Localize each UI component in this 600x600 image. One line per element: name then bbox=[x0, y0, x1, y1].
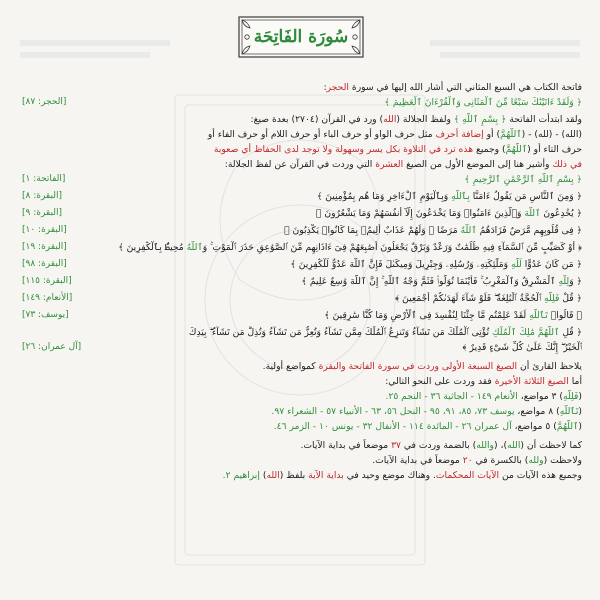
text-line bbox=[22, 258, 582, 272]
text-line bbox=[22, 309, 582, 323]
text-segment: يوسف ٧٣، ٨٥، ٩١، ٩٥ - النحل ٥٦، ٦٣ - الأنبياء ٥٧ - الشعراء ٩٧. bbox=[271, 406, 515, 417]
text-segment: الله bbox=[507, 440, 521, 451]
text-segment: ) ٣ مواضع، bbox=[517, 391, 563, 402]
text-segment: مُحِيطٌۢ بِٱلْكَٰفِرِينَ ﴾ bbox=[118, 242, 187, 253]
text-line bbox=[22, 224, 582, 238]
text-segment: ولقد ابتدأت الفاتحة bbox=[506, 114, 582, 125]
text-segment: ٱلْحُجَّةُ ٱلْبَٰلِغَةُ ۖ فَلَوْ شَآءَ لَهَدَىٰكُمْ أَجْمَعِينَ ﴾ bbox=[395, 293, 545, 304]
text-segment: ( bbox=[578, 406, 582, 417]
text-segment: (الله) - (لله) - ( bbox=[521, 129, 582, 140]
text-segment: فقد وردت على النحو التالي: bbox=[385, 376, 495, 387]
text-segment: وَٱلَّذِينَ ءَامَنُوا۟ وَمَا يَخْدَعُونَ إِلَّآ أَنفُسَهُمْ وَمَا يَشْعُرُونَ ﴾ bbox=[315, 208, 525, 219]
text-segment: الأنعام ١٤٩ - الجاثية ٣٦ - النجم ٢٥. bbox=[385, 391, 518, 402]
text-line bbox=[22, 96, 582, 110]
text-line bbox=[22, 341, 582, 355]
text-line bbox=[22, 420, 582, 434]
text-segment: الصيغ الثلاثة الأخيرة bbox=[494, 376, 569, 387]
verse-reference: [البقرة: ٩٨] bbox=[22, 259, 67, 269]
text-segment: حرف التاء أو ( bbox=[527, 144, 582, 155]
text-segment: يلاحظ القارئ أن bbox=[517, 361, 582, 372]
text-segment: ﴿ قُلْ bbox=[559, 293, 582, 304]
text-segment: والله bbox=[476, 440, 494, 451]
text-segment: ( bbox=[578, 391, 582, 402]
text-segment: لِّلَّهِ bbox=[511, 259, 522, 270]
text-line bbox=[22, 292, 582, 306]
text-segment: بلفظ ( bbox=[279, 470, 309, 481]
verse-reference: [البقرة: ٨] bbox=[22, 191, 62, 201]
surah-title: سُورَة الفَاتِحَة bbox=[253, 27, 349, 47]
text-body bbox=[22, 76, 582, 596]
text-segment: في ذلك bbox=[552, 159, 582, 170]
text-segment: : bbox=[323, 82, 327, 93]
text-segment: ولله bbox=[528, 455, 544, 466]
text-segment: بداية الآية bbox=[308, 470, 344, 481]
text-segment: كمواضع أولية. bbox=[262, 361, 319, 372]
text-segment: ﴿ وَ bbox=[569, 276, 582, 287]
text-segment: لَقَدْ عَلِمْتُم مَّا جِئْنَا لِنُفْسِدَ فِى ٱلْأَرْضِ وَمَا كُنَّا سَٰرِقِينَ ﴾ bbox=[324, 310, 530, 321]
text-segment: وجميع هذه الآيات من bbox=[499, 470, 582, 481]
text-segment: فاتحة الكتاب هي السبع المثاني التي أشار الله إليها في سورة bbox=[348, 82, 582, 93]
text-segment: ﴿ فِى قُلُوبِهِم مَّرَضٌ فَزَادَهُمُ bbox=[476, 225, 582, 236]
text-segment: ﴿ بِسْمِ ٱللَّهِ ٱلرَّحْمَٰنِ ٱلرَّحِيمِ ﴾ bbox=[464, 174, 582, 185]
text-segment: ﴿ يُخَٰدِعُونَ bbox=[540, 208, 582, 219]
text-segment: ﴿ قُلِ bbox=[559, 327, 582, 338]
text-line bbox=[22, 128, 582, 142]
text-segment: ﴿ وَمِنَ ٱلنَّاسِ مَن يَقُولُ ءَامَنَّا bbox=[469, 191, 582, 202]
text-segment: مثل حرف الواو أو حرف الباء أو حرف اللام أو حرف الفاء أو bbox=[207, 129, 436, 140]
text-line bbox=[22, 241, 582, 255]
text-segment: ٢٠ bbox=[462, 455, 473, 466]
verse-reference: [البقرة: ١١٥] bbox=[22, 276, 72, 286]
text-segment: هذه ترد في التلاوة بكل يسر وسهولة ولا توجد لدى الحفاظ أي صعوبة bbox=[213, 144, 474, 155]
text-segment: ٱللَّهُمَّ bbox=[505, 144, 528, 155]
text-segment: لِلَّهِ bbox=[558, 276, 570, 287]
text-segment: بِٱللَّهِ bbox=[451, 191, 470, 202]
text-segment: ) وجميع bbox=[473, 144, 506, 155]
text-segment: ) أو bbox=[483, 129, 501, 140]
text-line bbox=[22, 390, 582, 404]
verse-reference: [البقرة: ٩] bbox=[22, 208, 62, 218]
text-segment: ) بالضمة وردت في bbox=[400, 440, 477, 451]
text-segment: ﴿ بِسْمِ ٱللَّهِ ﴾ bbox=[453, 114, 507, 125]
text-line bbox=[22, 275, 582, 289]
text-segment: ﴿ مَن كَانَ عَدُوًّا bbox=[521, 259, 582, 270]
text-segment: إضافة أحرف bbox=[435, 129, 484, 140]
text-segment: تَٱللَّهِ bbox=[559, 406, 579, 417]
text-segment: التي وردت في القرآن عن لفظ الجلالة: bbox=[224, 159, 376, 170]
text-line bbox=[22, 207, 582, 221]
text-segment: إبراهيم ٢. bbox=[222, 470, 260, 481]
text-segment: الله bbox=[266, 470, 280, 481]
text-line bbox=[22, 360, 582, 374]
text-segment: الله bbox=[383, 114, 397, 125]
text-line bbox=[22, 143, 582, 157]
text-line bbox=[22, 158, 582, 172]
text-line bbox=[22, 469, 582, 483]
text-line bbox=[22, 405, 582, 419]
text-segment: موضعاً في بداية الآيات. bbox=[372, 455, 463, 466]
text-segment: ٱللَّهُمَّ bbox=[556, 421, 579, 432]
text-segment: ﴿ وَلَقَدْ ءَاتَيْنَٰكَ سَبْعًا مِّنَ ٱلْمَثَانِى وَٱلْقُرْءَانَ ٱلْعَظِيمَ ﴾ bbox=[384, 97, 582, 108]
text-segment: ) بالكسرة في bbox=[472, 455, 529, 466]
text-segment: ٱللَّهُ bbox=[186, 242, 203, 253]
text-segment: كما لاحظت أن ( bbox=[520, 440, 582, 451]
text-line bbox=[22, 375, 582, 389]
text-segment: ) ٨ مواضع، bbox=[514, 406, 560, 417]
text-segment: فَلِلَّهِ bbox=[563, 391, 579, 402]
text-segment: أما bbox=[568, 376, 582, 387]
text-segment: العشرة bbox=[375, 159, 404, 170]
text-segment: ٱلْخَيْرُ ۖ إِنَّكَ عَلَىٰ كُلِّ شَىْءٍ قَدِيرٌ ﴾ bbox=[462, 342, 582, 353]
text-line bbox=[22, 113, 582, 127]
text-line bbox=[22, 173, 582, 187]
text-segment: وَبِٱلْيَوْمِ ٱلْءَاخِرِ وَمَا هُم بِمُؤْمِنِينَ ﴾ bbox=[316, 191, 452, 202]
text-line bbox=[22, 454, 582, 468]
text-segment: وأشير هنا إلى الموضع الأول من الصيغ bbox=[403, 159, 553, 170]
text-segment: ٱللَّهُ bbox=[460, 225, 477, 236]
verse-reference: [البقرة: ١٩] bbox=[22, 242, 67, 252]
text-segment: وَمَلَٰٓئِكَتِهِۦ وَرُسُلِهِۦ وَجِبْرِيلَ وَمِيكَىٰلَ فَإِنَّ ٱللَّهَ عَدُوٌّ لِّلْكَٰفِرِينَ ﴾ bbox=[290, 259, 512, 270]
text-segment: ) ورد في القرآن (٢٧٠٤) بعدة صيغ: bbox=[250, 114, 384, 125]
text-segment: تُؤْتِى ٱلْمُلْكَ مَن تَشَآءُ وَتَنزِعُ ٱلْمُلْكَ مِمَّن تَشَآءُ وَتُعِزُّ مَن تَشَآءُ وَتُذِلُّ مَن تَشَآءُ ۖ بِيَدِكَ bbox=[188, 327, 493, 338]
verse-reference: [الحجر: ٨٧] bbox=[22, 97, 67, 107]
verse-reference: [البقرة: ١٠] bbox=[22, 225, 67, 235]
text-segment: تَٱللَّهِ bbox=[529, 310, 548, 321]
text-segment: الصيغ السبعة الأولى وردت في سورة الفاتحة والبقرة bbox=[318, 361, 518, 372]
text-segment: ) ٥ مواضع، bbox=[511, 421, 557, 432]
text-segment: الآيات المحكمات bbox=[435, 470, 500, 481]
text-segment: ﴿ قَالُوا۟ bbox=[547, 310, 582, 321]
verse-reference: [الأنعام: ١٤٩] bbox=[22, 293, 73, 303]
text-segment: ولفظ الجلالة ( bbox=[396, 114, 454, 125]
text-segment: موضعاً في بداية الآيات. bbox=[300, 440, 392, 451]
text-segment: ٱلْمَشْرِقُ وَٱلْمَغْرِبُ ۚ فَأَيْنَمَا تُوَلُّوا۟ فَثَمَّ وَجْهُ ٱللَّهِ ۚ إِنَّ ٱللَّهَ وَٰسِعٌ عَلِيمٌ ﴾ bbox=[301, 276, 559, 287]
text-segment: ٣٧ bbox=[391, 440, 401, 451]
verse-reference: [يوسف: ٧٣] bbox=[22, 310, 69, 320]
text-segment: ولاحظت ( bbox=[543, 455, 582, 466]
text-segment: ٱللَّهُمَّ bbox=[500, 129, 522, 140]
text-segment: ٱللَّهُمَّ مَٰلِكَ ٱلْمُلْكِ bbox=[492, 327, 560, 338]
text-segment: )، ( bbox=[494, 440, 508, 451]
text-segment: ( bbox=[578, 421, 582, 432]
verse-reference: [الفاتحة: ١] bbox=[22, 174, 66, 184]
text-segment: فَلِلَّهِ bbox=[544, 293, 560, 304]
text-segment: ﴿ أَوْ كَصَيِّبٍ مِّنَ ٱلسَّمَآءِ فِيهِ ظُلُمَٰتٌ وَرَعْدٌ وَبَرْقٌ يَجْعَلُونَ أَصَٰبِعَهُمْ فِىٓ ءَاذَانِهِم مِّنَ ٱلصَّوَٰعِقِ حَذَرَ ٱلْمَوْتِ ۚ وَ bbox=[202, 242, 582, 253]
text-line bbox=[22, 190, 582, 204]
text-segment: ) bbox=[259, 470, 267, 481]
text-segment: . وهناك موضع وحيد في bbox=[343, 470, 436, 481]
text-segment: ٱللَّهَ bbox=[524, 208, 541, 219]
verse-reference: [آل عمران: ٢٦] bbox=[22, 342, 82, 352]
text-line bbox=[22, 439, 582, 453]
text-segment: الحجر bbox=[326, 82, 349, 93]
text-line bbox=[22, 326, 582, 340]
text-line bbox=[22, 81, 582, 95]
text-segment: آل عمران ٢٦ - المائدة ١١٤ - الأنفال ٣٢ - يونس ١٠ - الزمر ٤٦. bbox=[273, 421, 512, 432]
text-segment: مَرَضًا ۖ وَلَهُمْ عَذَابٌ أَلِيمٌۢ بِمَا كَانُوا۟ يَكْذِبُونَ ﴾ bbox=[284, 225, 461, 236]
